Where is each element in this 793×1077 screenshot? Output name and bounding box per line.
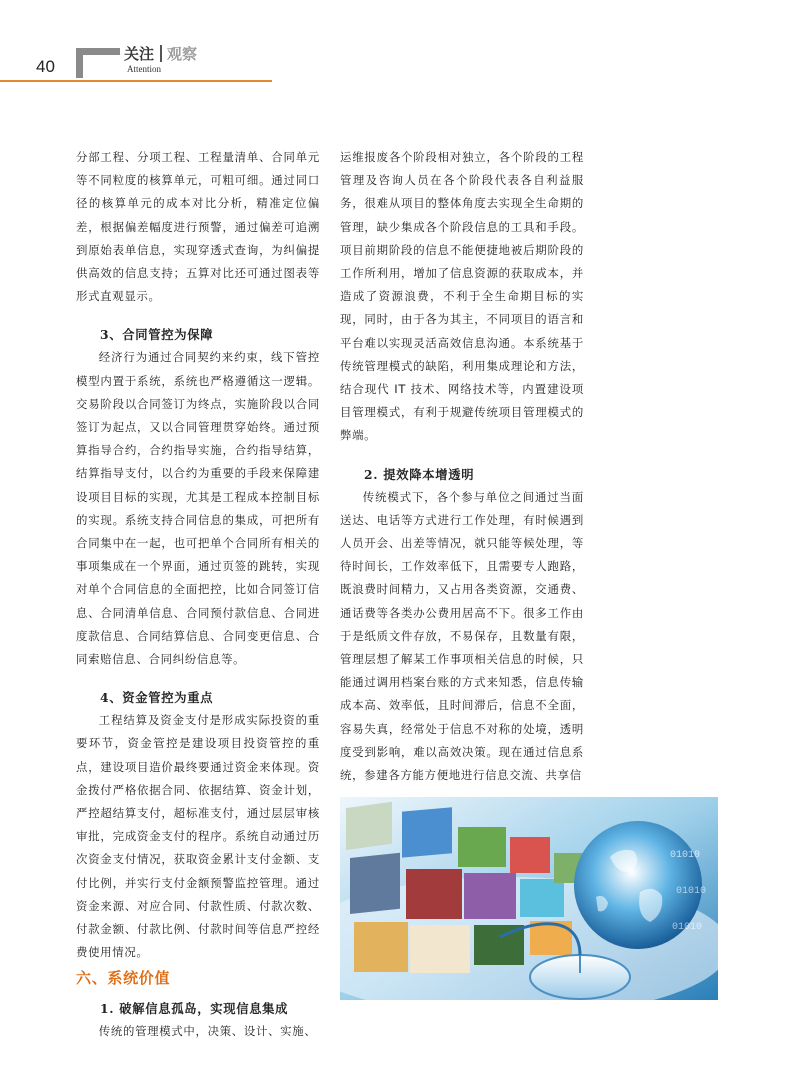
heading-efficiency: 2. 提效降本增透明 (364, 466, 475, 482)
section-title-en: Attention (127, 64, 161, 74)
heading-fund-control: 4、资金管控为重点 (100, 690, 214, 706)
paragraph-efficiency: 传统模式下，各个参与单位之间通过当面送达、电话等方式进行工作处理，有时候遇到人员开会、出差等情况，就只能等候处理，等待时间长，工作效率低下，且需要专人跑路，既浪费时间精力，又占用各类资源，交通费、通话费等各类办公费用居高不下。很多工作由于是纸质文件存放，不易保存，且数量有限，管理层想了解某工作事项相关信息的时候，只能通过调用档案台账的方式来知悉，信息传输成本高、效率低，且时间滞后，信息不全面，容易失真，经常处于信息不对称的处境，透明度受到影响，难以高效决策。现在通过信息系统，参建各方能方便地进行信息交流、共享信 (340, 489, 584, 783)
paragraph-break-silos: 传统的管理模式中，决策、设计、实施、 (98, 1023, 317, 1038)
paragraph-continued: 运维报废各个阶段相对独立，各个阶段的工程管理及咨询人员在各个阶段代表各自利益服务，很难从项目的整体角度去实现全生命期的管理，缺少集成各个阶段信息的工具和手段。项目前期阶段的信息不能便捷地被后期阶段的工作所利用，增加了信息资源的获取成本，并造成了资源浪费，不利于全生命期目标的实现，同时，由于各为其主，不同项目的语言和平台难以实现灵活高效信息沟通。本系统基于传统管理模式的缺陷，利用集成理论和方法，结合现代 IT 技术、网络技术等，内置建设项目管理模式，有利于规避传统项目管理模式的弊端。 (340, 150, 584, 443)
left-column (76, 146, 320, 1043)
header-separator (160, 45, 162, 62)
paragraph-contract-control: 经济行为通过合同契约来约束，线下管控模型内置于系统，系统也严格遵循这一逻辑。交易阶段以合同签订为终点，实施阶段以合同签订为起点，又以合同管理贯穿始终。通过预算指导合约，合约指导实施，合约指导结算，结算指导支付，以合约为重要的手段来保障建设项目目标的实现，尤其是工程成本控制目标的实现。系统支持合同信息的集成，可把所有合同集中在一起，也可把单个合同所有相关的事项集成在一个界面，通过页签的跳转，实现对单个合同信息的全面把控，比如合同签订信息、合同清单信息、合同预付款信息、合同进度款信息、合同结算信息、合同变更信息、合同索赔信息、合同纠纷信息等。 (76, 350, 320, 667)
binary-text: 01010 (670, 850, 701, 861)
right-column (340, 146, 584, 787)
heading-contract-control: 3、合同管控为保障 (100, 327, 214, 343)
binary-text: 01010 (672, 922, 703, 933)
section-heading-system-value: 六、系统价值 (76, 968, 171, 987)
it-illustration (340, 797, 718, 1000)
section-title: 关注 (124, 45, 155, 63)
heading-break-silos: 1. 破解信息孤岛，实现信息集成 (100, 1000, 289, 1016)
page-number: 40 (36, 57, 55, 76)
header-rule (0, 80, 272, 82)
header-bracket (76, 48, 120, 78)
paragraph-fund-control: 工程结算及资金支付是形成实际投资的重要环节，资金管控是建设项目投资管控的重点，建设项目造价最终要通过资金来体现。资金拨付严格依据合同、依据结算、资金计划，严控超结算支付，超标准支付，通过层层审核审批，完成资金支付的程序。系统自动通过历次资金支付情况，获取资金累计支付金额、支付比例，并实行支付金额预警监控管理。通过资金来源、对应合同、付款性质、付款次数、付款金额、付款比例、付款时间等信息严控经费使用情况。 (76, 713, 320, 960)
paragraph-intro: 分部工程、分项工程、工程量清单、合同单元等不同粒度的核算单元，可粗可细。通过同口径的核算单元的成本对比分析，精准定位偏差，根据偏差幅度进行预警，通过偏差可追溯到原始表单信息，实现穿透式查询，为纠偏提供高效的信息支持；五算对比还可通过图表等形式直观显示。 (76, 150, 320, 304)
section-subtitle: 观察 (167, 45, 198, 63)
binary-text: 01010 (676, 886, 707, 897)
